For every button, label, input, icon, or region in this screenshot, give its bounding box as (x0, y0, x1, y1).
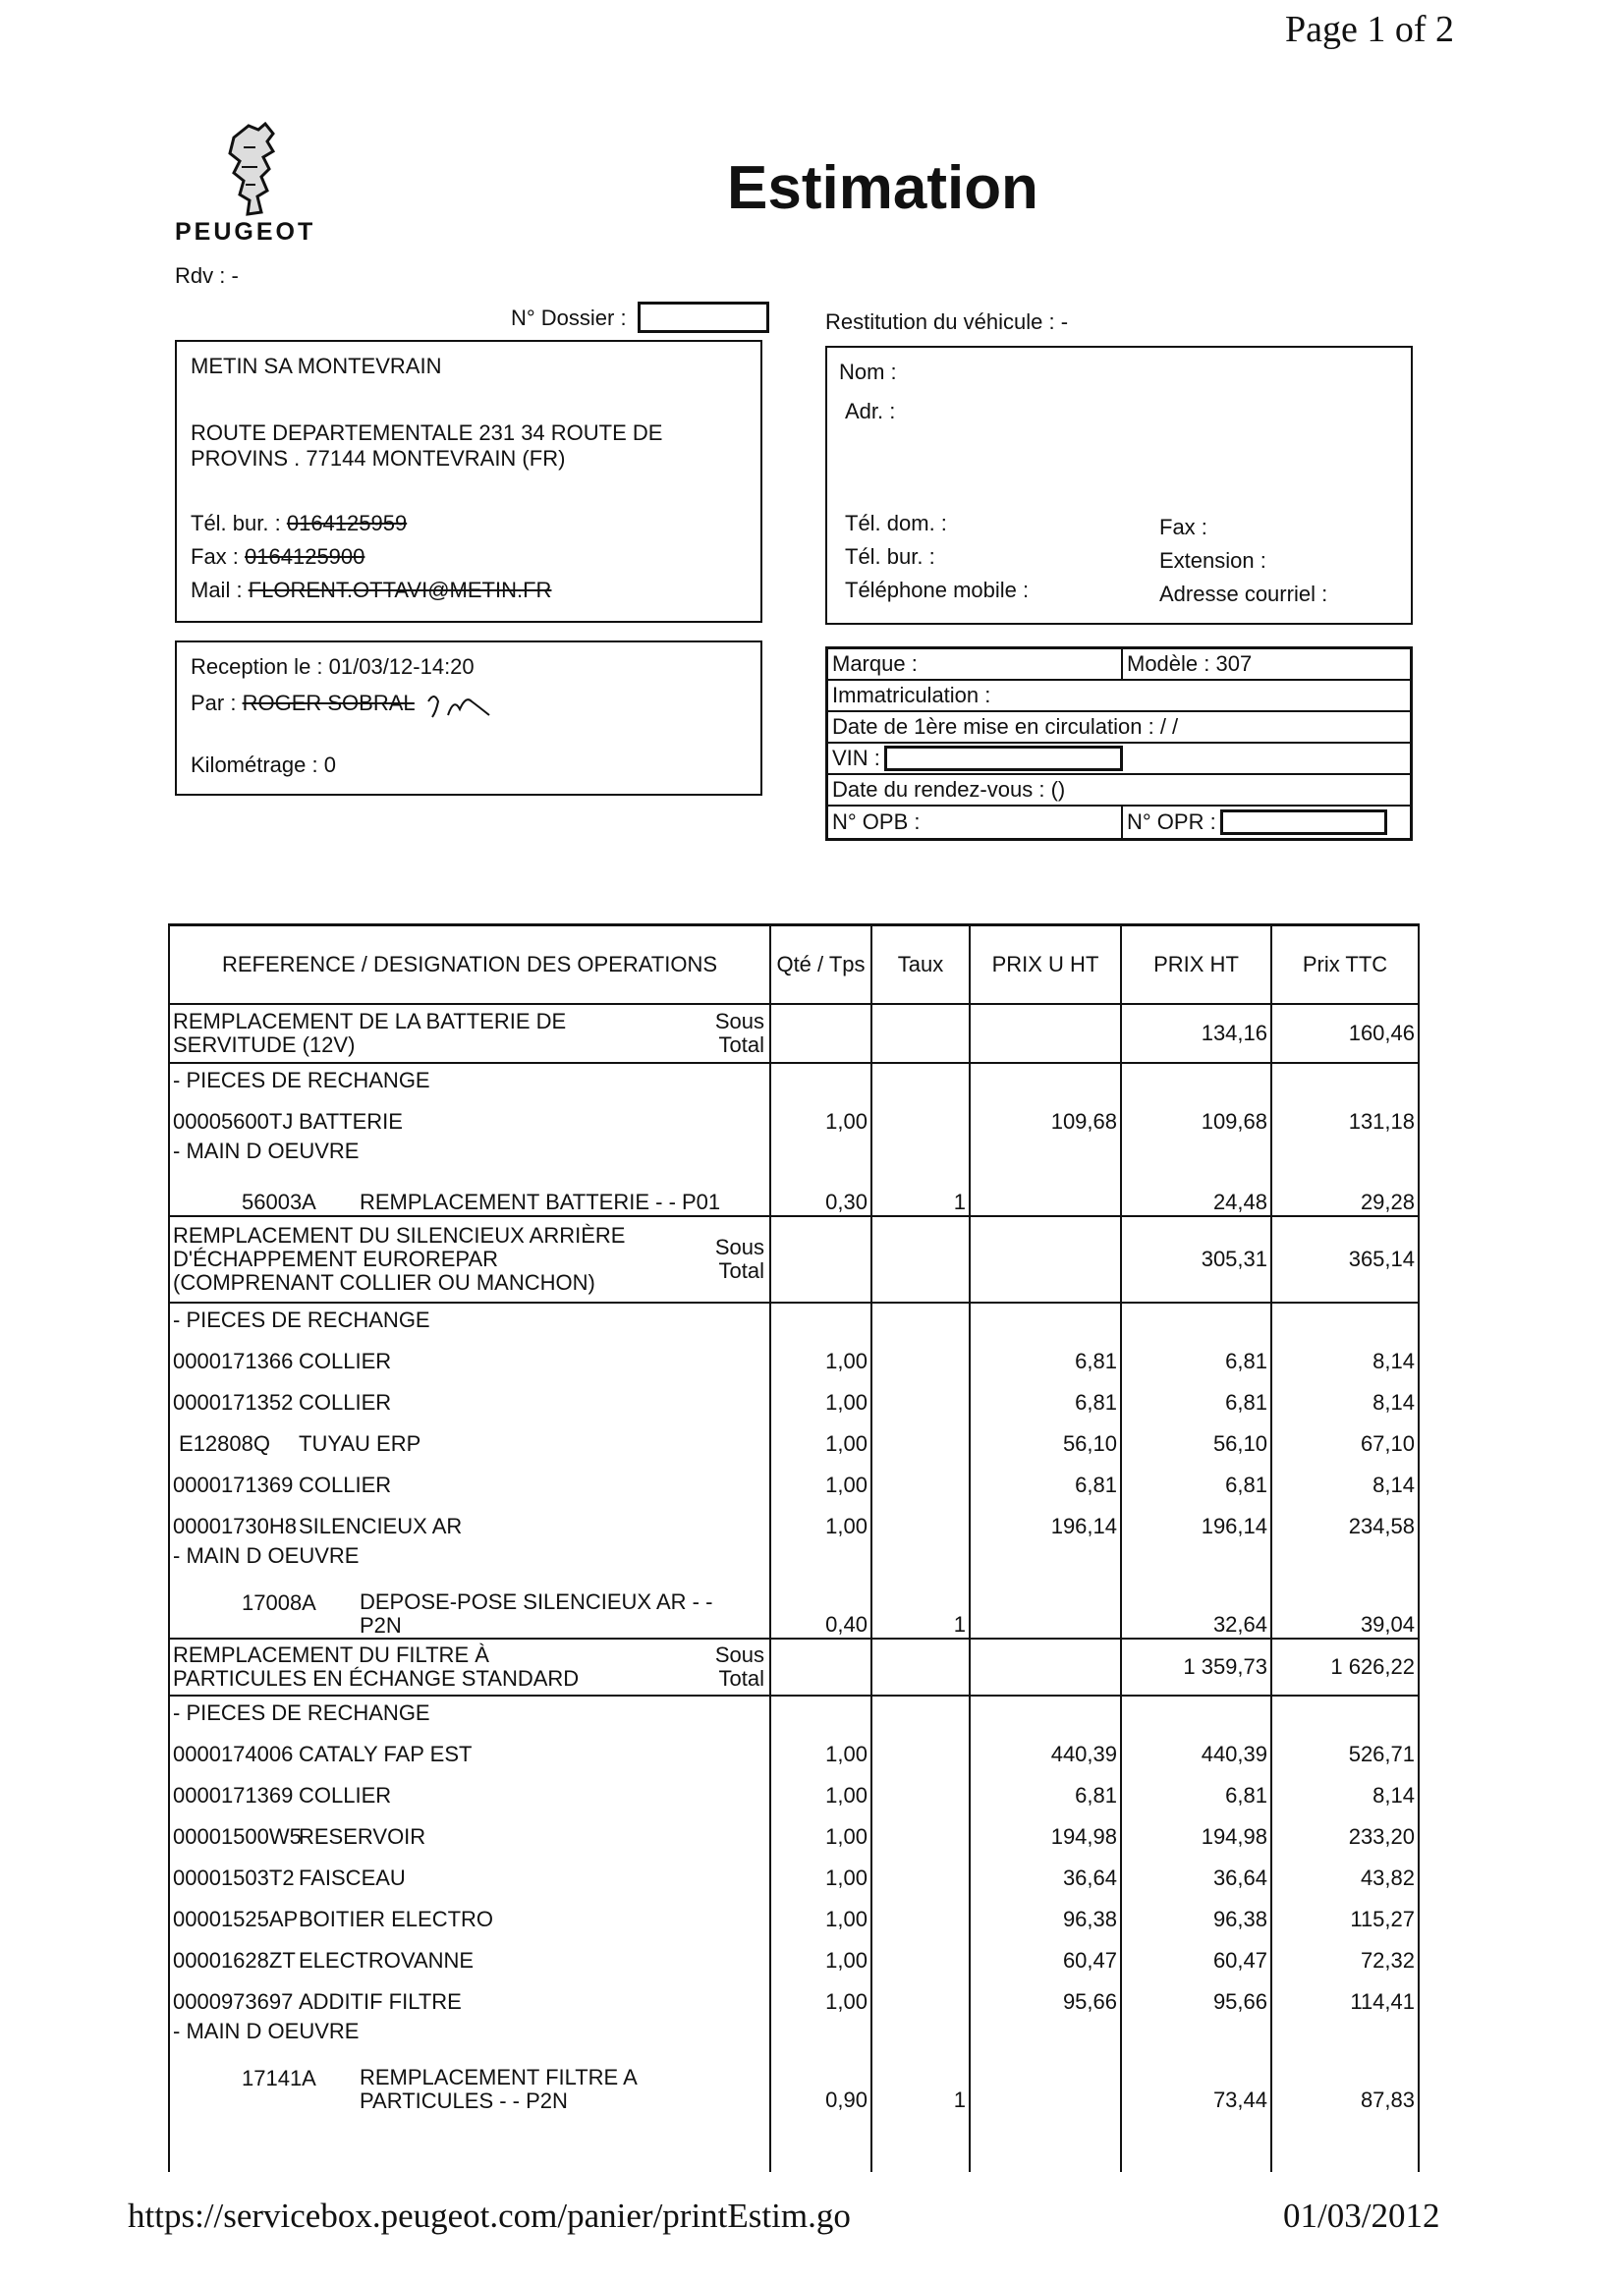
page-title: Estimation (727, 154, 1038, 222)
cell-ht: 6,81 (1121, 1374, 1271, 1416)
cell-ht: 32,64 (1121, 1569, 1271, 1639)
vehicle-vin-label: VIN : (832, 746, 880, 770)
cell-ttc: 87,83 (1271, 2044, 1419, 2113)
dealer-mail-value: FLORENT.OTTAVI@METIN.FR (248, 578, 552, 602)
cell-qte: 1,00 (770, 1809, 871, 1850)
group-label-row (169, 1539, 1419, 1569)
customer-email: Adresse courriel : (1159, 582, 1328, 606)
cell-ttc: 8,14 (1271, 1333, 1419, 1374)
cell-qte: 1,00 (770, 1457, 871, 1498)
sous-total-label: Sous Total (714, 1235, 764, 1283)
cell-taux (871, 1809, 970, 1850)
part-ref: 00001730H8 (173, 1514, 298, 1538)
vehicle-rdv-date: Date du rendez-vous : () (832, 777, 1066, 802)
table-row (169, 1416, 1419, 1457)
part-ref: 00001500W5 (173, 1824, 302, 1849)
part-desc: CATALY FAP EST (299, 1742, 473, 1766)
cell-pu (970, 2044, 1121, 2113)
cell-ht: 95,66 (1121, 1974, 1271, 2015)
cell-ht: 109,68 (1121, 1093, 1271, 1135)
customer-extension: Extension : (1159, 548, 1266, 573)
section-subtotal-row (169, 1639, 1419, 1696)
part-ref: 00001628ZT (173, 1948, 296, 1973)
sous-total-label: Sous Total (714, 1009, 764, 1057)
cell-qte: 0,90 (770, 2044, 871, 2113)
cell-pu: 194,98 (970, 1809, 1121, 1850)
mo-label: - MAIN D OEUVRE (169, 1135, 770, 1164)
vehicle-row-marque (828, 649, 1410, 681)
cell-ttc: 8,14 (1271, 1457, 1419, 1498)
part-ref: 0000973697 (173, 1989, 294, 2014)
cell-qte: 0,30 (770, 1164, 871, 1216)
cell-taux (871, 1416, 970, 1457)
section-prix-ttc: 365,14 (1271, 1216, 1419, 1303)
part-ref: 00001503T2 (173, 1865, 295, 1890)
dossier-field (638, 302, 769, 333)
cell-taux (871, 1932, 970, 1974)
dealer-mail (191, 578, 551, 603)
customer-tel-bur: Tél. bur. : (845, 544, 935, 569)
sous-total-label: Sous Total (714, 1643, 764, 1691)
part-desc: COLLIER (299, 1473, 392, 1497)
cell-pu: 440,39 (970, 1726, 1121, 1767)
part-desc: TUYAU ERP (299, 1431, 421, 1456)
part-desc: RESERVOIR (299, 1824, 426, 1849)
header-qte: Qté / Tps (770, 925, 871, 1005)
section-prix-ht: 1 359,73 (1121, 1639, 1271, 1696)
cell-pu: 109,68 (970, 1093, 1121, 1135)
cell-pu: 95,66 (970, 1974, 1121, 2015)
part-desc: COLLIER (299, 1390, 392, 1415)
labour-ref: 17141A (242, 2066, 316, 2090)
header-prix-u-ht: PRIX U HT (970, 925, 1121, 1005)
cell-ttc: 234,58 (1271, 1498, 1419, 1539)
cell-ht: 6,81 (1121, 1457, 1271, 1498)
mo-label: - MAIN D OEUVRE (169, 2015, 770, 2044)
cell-ttc: 233,20 (1271, 1809, 1419, 1850)
header-prix-ttc: Prix TTC (1271, 925, 1419, 1005)
vehicle-row-rdv (828, 775, 1410, 807)
cell-taux: 1 (871, 1569, 970, 1639)
cell-pu: 36,64 (970, 1850, 1121, 1891)
header-taux: Taux (871, 925, 970, 1005)
opr-redacted (1220, 809, 1387, 835)
cell-pu: 96,38 (970, 1891, 1121, 1932)
table-row (169, 1891, 1419, 1932)
vehicle-row-circulation (828, 712, 1410, 744)
group-label-row (169, 2015, 1419, 2044)
cell-ht: 196,14 (1121, 1498, 1271, 1539)
dealer-fax-value: 0164125900 (245, 544, 365, 569)
cell-ht: 60,47 (1121, 1932, 1271, 1974)
section-title: REMPLACEMENT DU SILENCIEUX ARRIÈRE D'ÉCHAPPEMENT EUROREPAR (COMPRENANT COLLIER OU MANCHON) (173, 1223, 626, 1295)
pieces-label: - PIECES DE RECHANGE (169, 1696, 770, 1726)
cell-ttc: 29,28 (1271, 1164, 1419, 1216)
section-subtotal-row (169, 1004, 1419, 1063)
vehicle-modele: Modèle : 307 (1127, 651, 1253, 676)
vehicle-marque: Marque : (828, 649, 1123, 679)
cell-ht: 96,38 (1121, 1891, 1271, 1932)
cell-qte: 1,00 (770, 1726, 871, 1767)
section-prix-ht: 305,31 (1121, 1216, 1271, 1303)
dealer-tel (191, 511, 407, 536)
brand-name: PEUGEOT (175, 218, 316, 246)
table-row (169, 1164, 1419, 1216)
cell-taux (871, 1093, 970, 1135)
table-header-row (169, 925, 1419, 1005)
cell-ttc: 39,04 (1271, 1569, 1419, 1639)
cell-pu: 6,81 (970, 1374, 1121, 1416)
table-row (169, 1333, 1419, 1374)
reception-par-label: Par : (191, 690, 237, 715)
reception-date: Reception le : 01/03/12-14:20 (191, 654, 475, 679)
dealer-tel-label: Tél. bur. : (191, 511, 281, 535)
cell-ttc: 8,14 (1271, 1767, 1419, 1809)
vehicle-row-vin (828, 744, 1410, 775)
section-subtotal-row (169, 1216, 1419, 1303)
labour-desc: REMPLACEMENT FILTRE A PARTICULES - - P2N (360, 2065, 637, 2113)
customer-tel-dom: Tél. dom. : (845, 511, 947, 535)
operations-table (168, 923, 1420, 2172)
header-prix-ht: PRIX HT (1121, 925, 1271, 1005)
cell-taux: 1 (871, 2044, 970, 2113)
part-desc: FAISCEAU (299, 1865, 406, 1890)
part-ref: 0000174006 (173, 1742, 294, 1766)
cell-taux (871, 1891, 970, 1932)
cell-taux (871, 1767, 970, 1809)
footer-date: 01/03/2012 (1283, 2197, 1440, 2235)
dealer-tel-value: 0164125959 (286, 511, 408, 535)
section-prix-ttc: 1 626,22 (1271, 1639, 1419, 1696)
rdv-line: Rdv : - (175, 263, 239, 288)
part-ref: 0000171352 (173, 1390, 294, 1415)
labour-desc: DEPOSE-POSE SILENCIEUX AR - - P2N (360, 1589, 713, 1638)
part-desc: COLLIER (299, 1783, 392, 1808)
cell-ttc: 72,32 (1271, 1932, 1419, 1974)
cell-ht: 73,44 (1121, 2044, 1271, 2113)
dealer-address-1: ROUTE DEPARTEMENTALE 231 34 ROUTE DE (191, 420, 663, 445)
dealer-mail-label: Mail : (191, 578, 243, 602)
footer-url: https://servicebox.peugeot.com/panier/printEstim.go (128, 2197, 851, 2235)
cell-ttc: 526,71 (1271, 1726, 1419, 1767)
dealer-box (175, 340, 762, 623)
table-row (169, 1767, 1419, 1809)
vehicle-row-immat (828, 681, 1410, 712)
cell-pu (970, 1164, 1121, 1216)
vin-redacted (884, 746, 1123, 771)
cell-ht: 24,48 (1121, 1164, 1271, 1216)
cell-qte: 1,00 (770, 1374, 871, 1416)
vehicle-immatriculation: Immatriculation : (832, 683, 991, 707)
header-designation: REFERENCE / DESIGNATION DES OPERATIONS (169, 925, 770, 1005)
section-title: REMPLACEMENT DU FILTRE À PARTICULES EN ÉCHANGE STANDARD (173, 1643, 580, 1691)
cell-ht: 6,81 (1121, 1767, 1271, 1809)
customer-fax: Fax : (1159, 515, 1207, 539)
cell-taux (871, 1498, 970, 1539)
vehicle-row-opb (828, 807, 1410, 838)
customer-nom: Nom : (839, 360, 897, 384)
cell-taux (871, 1726, 970, 1767)
part-ref: 00005600TJ (173, 1109, 294, 1134)
group-label-row (169, 1135, 1419, 1164)
reception-box (175, 640, 762, 796)
page-indicator: Page 1 of 2 (1285, 9, 1455, 50)
cell-qte: 1,00 (770, 1333, 871, 1374)
part-ref: 0000171369 (173, 1783, 294, 1808)
labour-desc: REMPLACEMENT BATTERIE - - P01 (360, 1190, 721, 1214)
table-row (169, 1498, 1419, 1539)
cell-qte: 1,00 (770, 1498, 871, 1539)
cell-pu: 6,81 (970, 1767, 1121, 1809)
section-prix-ht: 134,16 (1121, 1004, 1271, 1063)
table-row (169, 1932, 1419, 1974)
handwritten-scribble (420, 688, 499, 721)
vehicle-opb: N° OPB : (828, 807, 1123, 838)
customer-adr: Adr. : (845, 399, 896, 423)
part-ref: 0000171366 (173, 1349, 294, 1373)
cell-ttc: 67,10 (1271, 1416, 1419, 1457)
vehicle-first-circulation: Date de 1ère mise en circulation : / / (832, 714, 1179, 739)
cell-pu: 6,81 (970, 1333, 1121, 1374)
reception-par-value: ROGER SOBRAL (242, 690, 415, 715)
cell-qte: 1,00 (770, 1416, 871, 1457)
cell-taux (871, 1850, 970, 1891)
dealer-fax-label: Fax : (191, 544, 239, 569)
pieces-label: - PIECES DE RECHANGE (169, 1063, 770, 1093)
table-row (169, 2044, 1419, 2113)
cell-taux (871, 1974, 970, 2015)
table-row (169, 1374, 1419, 1416)
group-label-row (169, 1063, 1419, 1093)
table-row (169, 1974, 1419, 2015)
section-title: REMPLACEMENT DE LA BATTERIE DE SERVITUDE (12V) (173, 1009, 567, 1057)
mo-label: - MAIN D OEUVRE (169, 1539, 770, 1569)
cell-qte: 1,00 (770, 1850, 871, 1891)
part-desc: ELECTROVANNE (299, 1948, 475, 1973)
vehicle-vin (828, 744, 1123, 773)
dealer-fax (191, 544, 364, 570)
dossier-label: N° Dossier : (511, 306, 627, 330)
cell-pu: 6,81 (970, 1457, 1121, 1498)
part-desc: COLLIER (299, 1349, 392, 1373)
table-row (169, 1726, 1419, 1767)
reception-par (191, 688, 499, 721)
labour-ref: 17008A (242, 1590, 316, 1615)
table-continuation (169, 2113, 1419, 2172)
cell-ttc: 43,82 (1271, 1850, 1419, 1891)
vehicle-opr-label: N° OPR : (1127, 809, 1216, 834)
vehicle-opr (1123, 807, 1387, 838)
table-row (169, 1569, 1419, 1639)
peugeot-lion-logo (204, 118, 303, 226)
cell-qte: 1,00 (770, 1767, 871, 1809)
cell-qte: 0,40 (770, 1569, 871, 1639)
cell-pu (970, 1569, 1121, 1639)
cell-qte: 1,00 (770, 1093, 871, 1135)
part-desc: SILENCIEUX AR (299, 1514, 463, 1538)
customer-box (825, 346, 1413, 625)
cell-pu: 196,14 (970, 1498, 1121, 1539)
cell-pu: 56,10 (970, 1416, 1121, 1457)
cell-qte: 1,00 (770, 1891, 871, 1932)
cell-taux: 1 (871, 1164, 970, 1216)
cell-taux (871, 1333, 970, 1374)
table-row (169, 1809, 1419, 1850)
cell-ht: 36,64 (1121, 1850, 1271, 1891)
labour-ref: 56003A (242, 1190, 316, 1214)
part-ref: E12808Q (179, 1431, 270, 1456)
cell-qte: 1,00 (770, 1974, 871, 2015)
cell-taux (871, 1457, 970, 1498)
group-label-row (169, 1696, 1419, 1726)
dealer-address-2: PROVINS . 77144 MONTEVRAIN (FR) (191, 446, 566, 471)
part-ref: 0000171369 (173, 1473, 294, 1497)
pieces-label: - PIECES DE RECHANGE (169, 1303, 770, 1333)
cell-pu: 60,47 (970, 1932, 1121, 1974)
cell-ht: 194,98 (1121, 1809, 1271, 1850)
cell-ht: 6,81 (1121, 1333, 1271, 1374)
cell-ttc: 8,14 (1271, 1374, 1419, 1416)
part-desc: ADDITIF FILTRE (299, 1989, 462, 2014)
restitution-line: Restitution du véhicule : - (825, 309, 1069, 334)
cell-ttc: 131,18 (1271, 1093, 1419, 1135)
reception-km: Kilométrage : 0 (191, 752, 336, 777)
section-prix-ttc: 160,46 (1271, 1004, 1419, 1063)
cell-ht: 440,39 (1121, 1726, 1271, 1767)
part-ref: 00001525AP (173, 1907, 299, 1931)
part-desc: BATTERIE (299, 1109, 403, 1134)
vehicle-info-grid (825, 646, 1413, 841)
group-label-row (169, 1303, 1419, 1333)
cell-taux (871, 1374, 970, 1416)
dealer-name: METIN SA MONTEVRAIN (191, 354, 442, 378)
cell-ttc: 114,41 (1271, 1974, 1419, 2015)
table-row (169, 1093, 1419, 1135)
part-desc: BOITIER ELECTRO (299, 1907, 494, 1931)
cell-ht: 56,10 (1121, 1416, 1271, 1457)
table-row (169, 1850, 1419, 1891)
customer-tel-mobile: Téléphone mobile : (845, 578, 1030, 602)
cell-qte: 1,00 (770, 1932, 871, 1974)
table-row (169, 1457, 1419, 1498)
cell-ttc: 115,27 (1271, 1891, 1419, 1932)
